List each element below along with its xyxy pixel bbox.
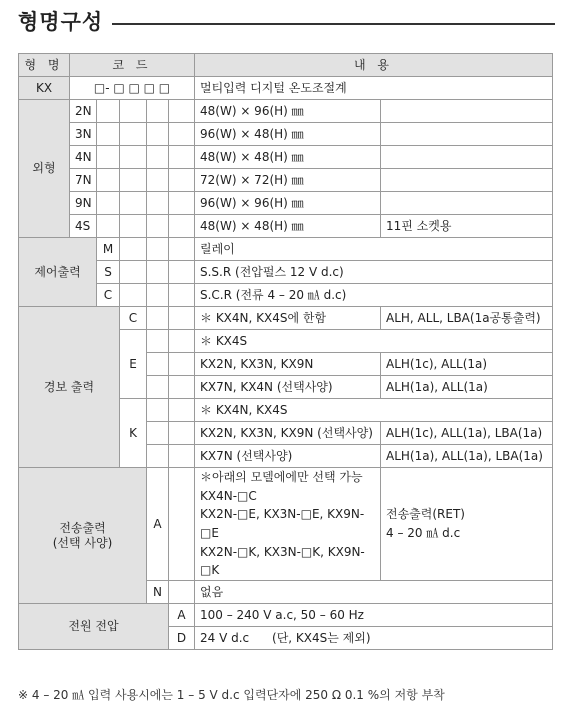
kx-model: KX <box>19 77 70 100</box>
table-row <box>19 169 553 192</box>
table-row <box>19 100 553 123</box>
alarm-desc: ＊ KX4N, KX4S에 한함 <box>195 307 381 330</box>
table-row <box>19 261 553 284</box>
table-row <box>19 215 553 238</box>
size-desc: 48(W) × 48(H) ㎜ <box>195 215 381 238</box>
size-extra <box>381 123 553 146</box>
control-code: M <box>97 238 120 261</box>
alarm-desc: KX2N, KX3N, KX9N (선택사양) <box>195 422 381 445</box>
power-desc: 100 – 240 V a.c, 50 – 60 Hz <box>195 604 553 627</box>
power-desc: 24 V d.c (단, KX4S는 제외) <box>195 627 553 650</box>
transmit-extra <box>381 468 553 581</box>
alarm-label: 경보 출력 <box>19 307 120 468</box>
alarm-extra: ALH(1c), ALL(1a), LBA(1a) <box>381 422 553 445</box>
transmit-desc-line: KX2N-□E, KX3N-□E, KX9N-□E <box>200 507 365 540</box>
transmit-desc-line: ＊아래의 모델에에만 선택 가능 <box>200 470 363 485</box>
table-row <box>19 307 553 330</box>
size-code: 3N <box>70 123 97 146</box>
control-code: S <box>97 261 120 284</box>
control-label: 제어출력 <box>19 238 97 307</box>
alarm-head: ＊ KX4S <box>195 330 553 353</box>
size-desc: 96(W) × 96(H) ㎜ <box>195 192 381 215</box>
size-code: 7N <box>70 169 97 192</box>
alarm-desc: KX7N, KX4N (선택사양) <box>195 376 381 399</box>
size-code: 9N <box>70 192 97 215</box>
power-code: A <box>169 604 195 627</box>
transmit-label-line2: (선택 사양) <box>52 535 113 550</box>
table-row <box>19 468 553 581</box>
table-row <box>19 146 553 169</box>
control-code: C <box>97 284 120 307</box>
header-model: 형 명 <box>19 54 70 77</box>
size-label: 외형 <box>19 100 70 238</box>
size-desc: 48(W) × 48(H) ㎜ <box>195 146 381 169</box>
control-desc: 릴레이 <box>195 238 553 261</box>
table-row <box>19 77 553 100</box>
model-spec-table <box>18 53 553 650</box>
alarm-code: E <box>120 330 147 399</box>
header-code: 코 드 <box>70 54 195 77</box>
size-desc: 96(W) × 48(H) ㎜ <box>195 123 381 146</box>
header-content: 내 용 <box>195 54 553 77</box>
power-label: 전원 전압 <box>19 604 169 650</box>
size-extra <box>381 192 553 215</box>
size-code: 4S <box>70 215 97 238</box>
table-header-row <box>19 54 553 77</box>
control-desc: S.C.R (전류 4 – 20 ㎃ d.c) <box>195 284 553 307</box>
kx-desc: 멀티입력 디지털 온도조절계 <box>195 77 553 100</box>
power-code: D <box>169 627 195 650</box>
alarm-extra: ALH(1a), ALL(1a) <box>381 376 553 399</box>
transmit-desc-line: KX4N-□C <box>200 488 257 503</box>
size-extra <box>381 146 553 169</box>
transmit-desc <box>195 468 381 581</box>
alarm-code: C <box>120 307 147 330</box>
table-row <box>19 238 553 261</box>
title-underline <box>112 23 555 25</box>
size-desc: 48(W) × 96(H) ㎜ <box>195 100 381 123</box>
kx-code-pattern: □- □ □ □ □ <box>70 77 195 100</box>
table-row <box>19 284 553 307</box>
transmit-code: A <box>147 468 169 581</box>
page-title: 형명구성 <box>18 10 104 34</box>
size-extra: 11핀 소켓용 <box>381 215 553 238</box>
control-desc: S.S.R (전압펄스 12 V d.c) <box>195 261 553 284</box>
alarm-extra: ALH, ALL, LBA(1a공통출력) <box>381 307 553 330</box>
transmit-desc: 없음 <box>195 581 553 604</box>
table-row <box>19 604 553 627</box>
alarm-extra: ALH(1a), ALL(1a), LBA(1a) <box>381 445 553 468</box>
alarm-desc: KX2N, KX3N, KX9N <box>195 353 381 376</box>
transmit-label <box>19 468 147 604</box>
alarm-extra: ALH(1c), ALL(1a) <box>381 353 553 376</box>
transmit-extra-line: 전송출력(RET) <box>386 507 465 522</box>
footnote: ※ 4 – 20 ㎃ 입력 사용시에는 1 – 5 V d.c 입력단자에 250 Ω 0.1 %의 저항 부착 <box>18 688 445 702</box>
size-extra <box>381 100 553 123</box>
size-extra <box>381 169 553 192</box>
transmit-desc-line: KX2N-□K, KX3N-□K, KX9N-□K <box>200 544 365 578</box>
transmit-code: N <box>147 581 169 604</box>
alarm-code: K <box>120 399 147 468</box>
transmit-label-line1: 전송출력 <box>59 520 106 535</box>
size-code: 4N <box>70 146 97 169</box>
table-row <box>19 192 553 215</box>
size-desc: 72(W) × 72(H) ㎜ <box>195 169 381 192</box>
alarm-head: ＊ KX4N, KX4S <box>195 399 553 422</box>
table-row <box>19 123 553 146</box>
transmit-extra-line: 4 – 20 ㎃ d.c <box>386 526 461 540</box>
alarm-desc: KX7N (선택사양) <box>195 445 381 468</box>
size-code: 2N <box>70 100 97 123</box>
